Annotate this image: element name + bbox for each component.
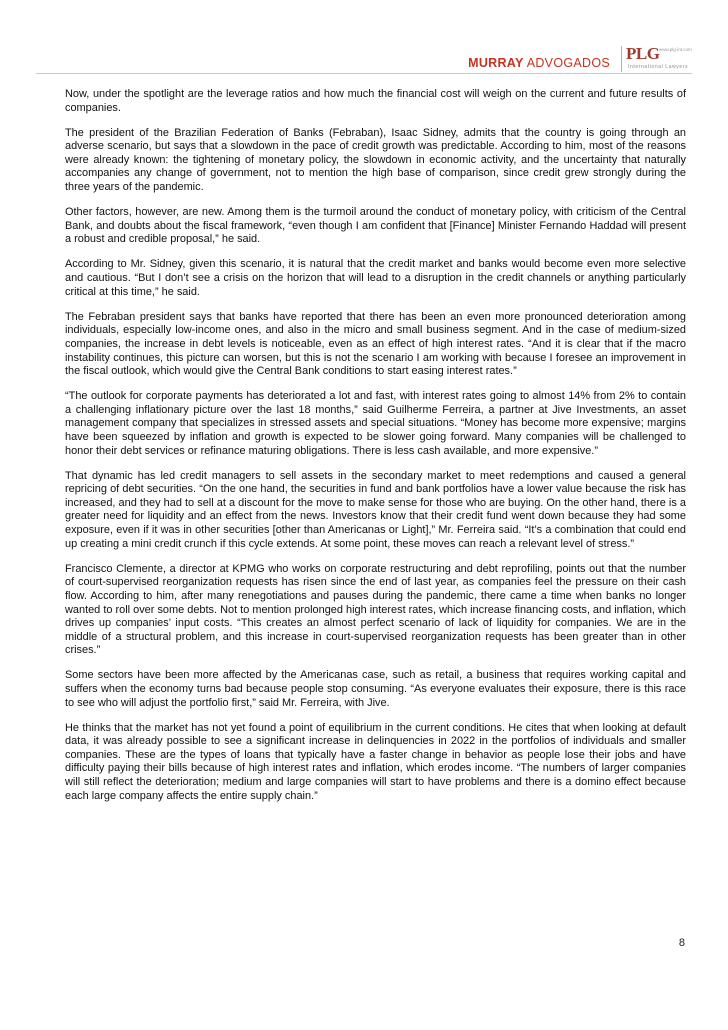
paragraph: The Febraban president says that banks have reported that there has been an even more pronounced deterioration among individuals, especially low-income ones, and also in the micro and small business segment. And in the case of medium-sized companies, the increase in debt levels is noticeable, even as an effect of high interest rates. “And it is clear that if the macro instability continues, this picture can worsen, but this is not the scenario I am working with because I foresee an improvement in the fiscal outlook, which would give the Central Bank conditions to start easing interest rates.” [65, 310, 686, 378]
plg-logo-url: www.plg-int.com [659, 47, 692, 52]
header-rule [36, 73, 692, 74]
paragraph: According to Mr. Sidney, given this scenario, it is natural that the credit market and banks would become even more selective and cautious. “But I don’t see a crisis on the horizon that will lead to a disruption in the credit channels or anything particularly critical at this time,” he said. [65, 258, 686, 298]
paragraph: The president of the Brazilian Federation of Banks (Febraban), Isaac Sidney, admits that the country is going through an adverse scenario, but says that a slowdown in the pace of credit growth was predictable. According to him, most of the reasons were already known: the tightening of monetary policy, the slowdown in economic activity, and the uncertainty that naturally accompanies any change of government, not to mention the high base of comparison, since credit grew strongly during the three years of the pandemic. [65, 126, 686, 194]
paragraph: That dynamic has led credit managers to sell assets in the secondary market to meet redemptions and caused a general repricing of debt securities. “On the one hand, the securities in fund and bank portfolios have a lower value because the risk has increased, and they had to sell at a discount for the move to make sense for those who are buying. On the other hand, there is a greater need for liquidity and an effect from the news. Investors know that their credit fund went down because they had some exposure, even if it was in other securities [other than Americanas or Light],” Mr. Ferreira said. “It’s a combination that could end up creating a mini credit crunch if this cycle extends. At some point, these moves can reach a relevant level of stress.” [65, 469, 686, 550]
document-body [65, 88, 686, 815]
murray-advogados-logo [468, 56, 610, 70]
paragraph: Now, under the spotlight are the leverage ratios and how much the financial cost will weigh on the current and future results of companies. [65, 88, 686, 114]
paragraph: Francisco Clemente, a director at KPMG who works on corporate restructuring and debt reprofiling, points out that the number of court-supervised reorganization requests has risen since the end of last year, as companies feel the pressure on their cash flow. According to him, after many renegotiations and pauses during the pandemic, there came a time when banks no longer wanted to roll over some debts. Not to mention prolonged high interest rates, which increase financing costs, and inflation, which drives up companies’ input costs. “This creates an almost perfect scenario of lack of liquidity for companies. We are in the middle of a structural problem, and this increase in court-supervised reorganization requests has been greater than in other crises.” [65, 562, 686, 657]
brand-name-light: ADVOGADOS [526, 56, 610, 70]
plg-logo-subtitle: International Lawyers [628, 64, 689, 70]
paragraph: “The outlook for corporate payments has deteriorated a lot and fast, with interest rates going to almost 14% from 2% to contain a challenging inflationary picture over the last 18 months,” said Guilherme Ferreira, a partner at Jive Investments, an asset management company that specializes in stressed assets and special situations. “Money has become more expensive; margins have been squeezed by inflation and growth is expected to be slower going forward. Many companies will be challenged to honor their debt services or refinance maturing obligations. There is less cash available, and more expensive.” [65, 390, 686, 457]
page-header [36, 44, 692, 72]
paragraph: Other factors, however, are new. Among them is the turmoil around the conduct of monetary policy, with criticism of the Central Bank, and doubts about the fiscal framework, “even though I am confident that [Finance] Minister Fernando Haddad will present a robust and credible proposal,” he said. [65, 206, 686, 246]
header-divider [621, 46, 622, 72]
page-number: 8 [678, 937, 685, 949]
paragraph: He thinks that the market has not yet found a point of equilibrium in the current conditions. He cites that when looking at default data, it was already possible to see a significant increase in delinquencies in 2022 in the portfolios of individuals and smaller companies. These are the types of loans that typically have a faster change in behavior as people lose their jobs and have difficulty paying their bills because of high interest rates and inflation, which erodes income. “The numbers of larger companies will still reflect the deterioration; medium and large companies will start to have problems and there is a domino effect because each large company affects the entire supply chain.” [65, 721, 686, 802]
plg-logo [626, 44, 692, 72]
paragraph: Some sectors have been more affected by the Americanas case, such as retail, a business that requires working capital and suffers when the economy turns bad because people stop consuming. “As everyone evaluates their exposure, there is this race to see who will adjust the portfolio first,” said Mr. Ferreira, with Jive. [65, 669, 686, 709]
plg-logo-text: PLG [626, 44, 660, 63]
brand-name-bold: MURRAY [468, 56, 524, 70]
